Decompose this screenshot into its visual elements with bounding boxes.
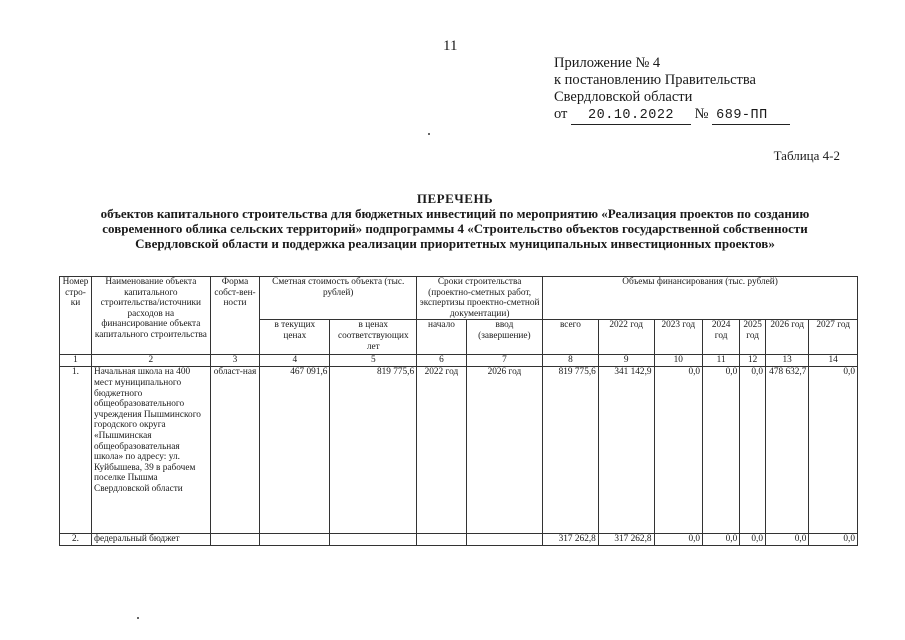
y2026-cell: 0,0: [766, 534, 809, 546]
header-2026: 2026 год: [766, 320, 809, 355]
column-number: 4: [260, 355, 330, 367]
end-cell: 2026 год: [466, 367, 542, 534]
y2027-cell: 0,0: [809, 534, 858, 546]
cost-appropriate-cell: [330, 534, 417, 546]
header-2025: 2025 год: [740, 320, 766, 355]
header-cost-current: в текущих ценах: [260, 320, 330, 355]
column-number: 14: [809, 355, 858, 367]
header-total: всего: [543, 320, 599, 355]
resolution-number: 689-ПП: [712, 107, 790, 125]
header-2027: 2027 год: [809, 320, 858, 355]
column-number: 1: [60, 355, 92, 367]
y2022-cell: 317 262,8: [598, 534, 654, 546]
resolution-date: 20.10.2022: [571, 107, 691, 125]
title-line-1: ПЕРЕЧЕНЬ: [416, 191, 494, 206]
number-label: №: [694, 106, 709, 122]
appendix-line-2: к постановлению Правительства: [554, 72, 756, 88]
column-number: 7: [466, 355, 542, 367]
row-number: 1.: [60, 367, 92, 534]
header-financing: Объемы финансирования (тыс. рублей): [543, 277, 858, 320]
column-number: 12: [740, 355, 766, 367]
title-line-2: объектов капитального строительства для бюджетных инвестиций по мероприятию «Реализация проектов по созданию: [100, 206, 810, 221]
header-cost-appropriate: в ценах соответствующих лет: [330, 320, 417, 355]
objects-table: [59, 276, 858, 546]
cost-current-cell: 467 091,6: [260, 367, 330, 534]
column-number: 13: [766, 355, 809, 367]
y2026-cell: 478 632,7: [766, 367, 809, 534]
title-line-4: Свердловской области и поддержка реализации приоритетных муниципальных инвестиционных проектов»: [135, 236, 775, 251]
header-row-number: Номер стро-ки: [60, 277, 92, 355]
column-number: 6: [417, 355, 467, 367]
document-title: [60, 191, 850, 251]
ownership-cell: област-ная: [210, 367, 260, 534]
appendix-block: [554, 55, 790, 125]
column-number: 3: [210, 355, 260, 367]
header-2022: 2022 год: [598, 320, 654, 355]
column-number: 11: [703, 355, 740, 367]
y2022-cell: 341 142,9: [598, 367, 654, 534]
total-cell: 819 775,6: [543, 367, 599, 534]
start-cell: [417, 534, 467, 546]
from-label: от: [554, 106, 568, 122]
header-term-start: начало: [417, 320, 467, 355]
appendix-line-1: Приложение № 4: [554, 55, 661, 71]
header-terms: Сроки строительства (проектно-сметных работ, экспертизы проектно-сметной документации): [417, 277, 543, 320]
table-row: [60, 367, 858, 534]
y2025-cell: 0,0: [740, 534, 766, 546]
end-cell: [466, 534, 542, 546]
start-cell: 2022 год: [417, 367, 467, 534]
appendix-date-line: [554, 106, 790, 125]
header-2023: 2023 год: [654, 320, 703, 355]
column-number: 2: [92, 355, 211, 367]
cost-current-cell: [260, 534, 330, 546]
header-name: Наименование объекта капитального строительства/источники расходов на финансирование объекта капитального строительства: [92, 277, 211, 355]
column-number: 8: [543, 355, 599, 367]
object-name: Начальная школа на 400 мест муниципального бюджетного общеобразовательного учреждения Пышминского городского округа «Пышминская общеобразовательная школа» по адресу: ул. Куйбышева, 39 в рабочем поселке Пышма Свердловской области: [92, 367, 211, 534]
scan-speck: [428, 133, 430, 135]
page-number: 11: [443, 38, 458, 54]
total-cell: 317 262,8: [543, 534, 599, 546]
header-2024: 2024 год: [703, 320, 740, 355]
ownership-cell: [210, 534, 260, 546]
scan-speck: [137, 617, 139, 619]
header-cost: Сметная стоимость объекта (тыс. рублей): [260, 277, 417, 320]
table-row: [60, 534, 858, 546]
table-label: Таблица 4-2: [773, 148, 840, 163]
y2024-cell: 0,0: [703, 534, 740, 546]
column-number-row: [60, 355, 858, 367]
y2027-cell: 0,0: [809, 367, 858, 534]
y2024-cell: 0,0: [703, 367, 740, 534]
column-number: 10: [654, 355, 703, 367]
cost-appropriate-cell: 819 775,6: [330, 367, 417, 534]
header-row-1: [60, 277, 858, 320]
object-name: федеральный бюджет: [92, 534, 211, 546]
title-line-3: современного облика сельских территорий» подпрограммы 4 «Строительство объектов государственной собственности: [102, 221, 808, 236]
column-number: 5: [330, 355, 417, 367]
column-number: 9: [598, 355, 654, 367]
header-ownership: Форма собст-вен-ности: [210, 277, 260, 355]
appendix-line-3: Свердловской области: [554, 89, 693, 105]
y2023-cell: 0,0: [654, 367, 703, 534]
row-number: 2.: [60, 534, 92, 546]
y2023-cell: 0,0: [654, 534, 703, 546]
y2025-cell: 0,0: [740, 367, 766, 534]
header-term-end: ввод (завершение): [466, 320, 542, 355]
